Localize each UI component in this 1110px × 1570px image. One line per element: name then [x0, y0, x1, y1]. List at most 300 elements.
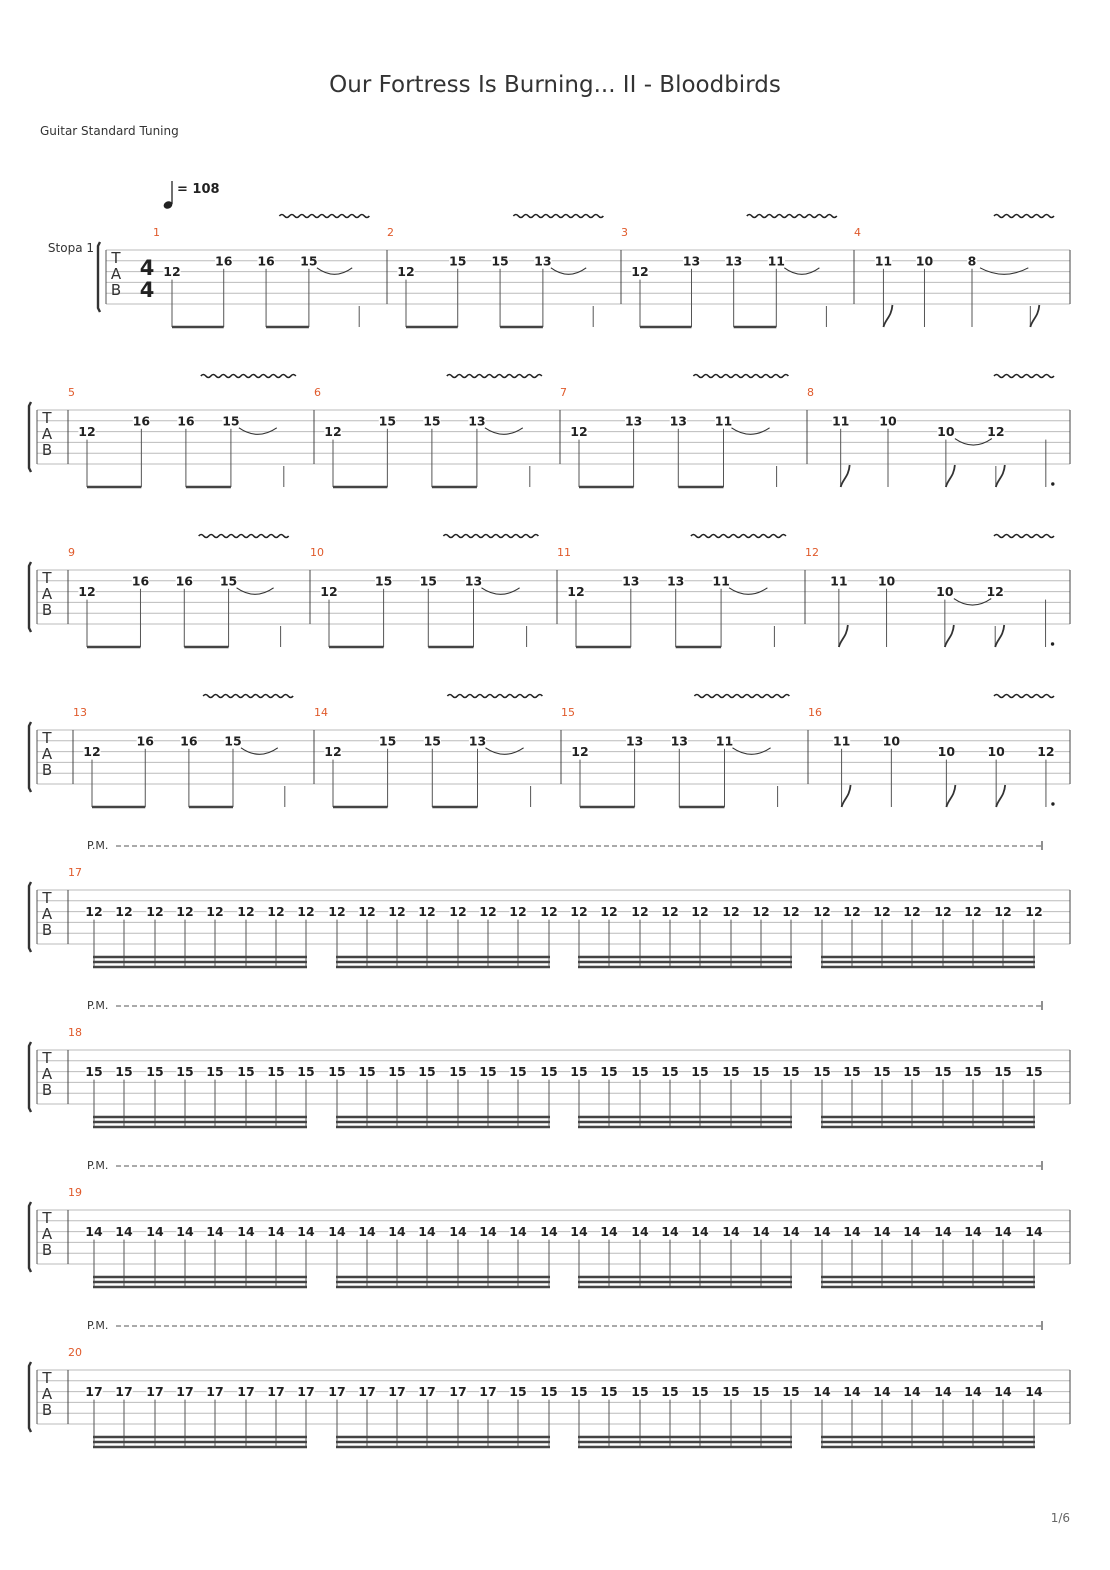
note-flag [841, 465, 850, 487]
fret-number: 14 [813, 1224, 831, 1240]
fret-number: 12 [237, 904, 255, 920]
fret-number: 12 [691, 904, 709, 920]
fret-number: 12 [782, 904, 800, 920]
measure-number: 4 [854, 226, 861, 239]
fret-number: 15 [267, 1064, 285, 1080]
measure-number: 14 [314, 706, 328, 719]
note-flag [996, 465, 1005, 487]
fret-number: 15 [964, 1064, 982, 1080]
fret-number: 15 [600, 1064, 618, 1080]
fret-number: 14 [964, 1224, 982, 1240]
fret-number: 12 [1037, 744, 1055, 760]
tab-clef-letter: T [42, 1209, 52, 1227]
fret-number: 13 [534, 253, 552, 269]
tie-slur [551, 268, 586, 275]
fret-number: 14 [388, 1224, 406, 1240]
palm-mute-label: P.M. [87, 999, 109, 1012]
tab-clef-letter: B [41, 601, 53, 619]
fret-number: 12 [570, 904, 588, 920]
fret-number: 15 [934, 1064, 952, 1080]
fret-number: 13 [624, 413, 643, 429]
tie-slur [731, 428, 769, 435]
fret-number: 12 [570, 424, 588, 440]
fret-number: 14 [358, 1224, 376, 1240]
tab-clef-letter: T [42, 569, 52, 587]
note-flag [842, 785, 851, 807]
fret-number: 12 [78, 584, 96, 600]
fret-number: 15 [782, 1384, 800, 1400]
fret-number: 12 [722, 904, 740, 920]
fret-number: 12 [397, 264, 415, 280]
fret-number: 13 [682, 253, 701, 269]
fret-number: 17 [297, 1384, 315, 1400]
fret-number: 16 [257, 253, 275, 269]
fret-number: 15 [994, 1064, 1012, 1080]
measure-number: 16 [808, 706, 822, 719]
fret-number: 12 [324, 424, 342, 440]
fret-number: 14 [600, 1224, 618, 1240]
fret-number: 12 [903, 904, 921, 920]
vibrato-mark [443, 535, 538, 538]
vibrato-mark [747, 215, 837, 218]
vibrato-mark [279, 215, 369, 218]
fret-number: 10 [879, 413, 897, 429]
tab-clef-letter: T [42, 1049, 52, 1067]
tie-slur [955, 439, 992, 446]
fret-number: 11 [714, 413, 733, 429]
vibrato-mark [201, 375, 296, 378]
fret-number: 14 [994, 1224, 1012, 1240]
fret-number: 10 [877, 573, 896, 589]
measure-number: 6 [314, 386, 321, 399]
fret-number: 12 [358, 904, 376, 920]
tab-system [29, 1319, 1070, 1447]
fret-number: 15 [631, 1064, 649, 1080]
measure-number: 7 [560, 386, 567, 399]
tie-slur [485, 428, 523, 435]
fret-number: 16 [215, 253, 233, 269]
fret-number: 12 [987, 424, 1005, 440]
note-flag [883, 305, 892, 327]
fret-number: 15 [691, 1064, 709, 1080]
fret-number: 14 [964, 1384, 982, 1400]
fret-number: 15 [570, 1064, 588, 1080]
vibrato-mark [994, 535, 1054, 538]
fret-number: 15 [509, 1064, 527, 1080]
tab-clef-letter: T [111, 249, 121, 267]
fret-number: 12 [661, 904, 679, 920]
fret-number: 12 [267, 904, 285, 920]
fret-number: 12 [115, 904, 133, 920]
fret-number: 12 [631, 904, 649, 920]
measure-number: 20 [68, 1346, 82, 1359]
fret-number: 15 [206, 1064, 224, 1080]
tab-clef-letter: B [41, 441, 53, 459]
tie-slur [980, 268, 1028, 275]
tab-system [48, 215, 1070, 328]
fret-number: 15 [328, 1064, 346, 1080]
fret-number: 14 [752, 1224, 770, 1240]
palm-mute-label: P.M. [87, 1319, 109, 1332]
fret-number: 12 [479, 904, 497, 920]
fret-number: 15 [722, 1384, 740, 1400]
fret-number: 12 [83, 744, 101, 760]
fret-number: 11 [712, 573, 730, 589]
fret-number: 15 [418, 1064, 436, 1080]
tie-slur [317, 268, 352, 275]
tab-clef-letter: A [41, 425, 53, 443]
fret-number: 12 [994, 904, 1012, 920]
system-bracket [29, 722, 31, 792]
fret-number: 15 [85, 1064, 103, 1080]
tab-clef-letter: B [41, 1401, 53, 1419]
fret-number: 13 [464, 573, 483, 589]
fret-number: 15 [570, 1384, 588, 1400]
tab-system [29, 839, 1070, 967]
fret-number: 15 [176, 1064, 194, 1080]
fret-number: 15 [423, 413, 441, 429]
fret-number: 14 [691, 1224, 709, 1240]
fret-number: 11 [831, 413, 850, 429]
tab-clef-letter: B [41, 1241, 53, 1259]
note-flag [995, 625, 1004, 647]
system-bracket [29, 1042, 31, 1112]
tie-slur [784, 268, 819, 275]
fret-number: 10 [882, 733, 901, 749]
dotted-note-dot [1051, 802, 1054, 805]
fret-number: 15 [219, 573, 238, 589]
fret-number: 15 [378, 733, 397, 749]
fret-number: 12 [418, 904, 436, 920]
page-number: 1/6 [1050, 1511, 1070, 1525]
tie-slur [237, 588, 274, 595]
fret-number: 14 [570, 1224, 588, 1240]
fret-number: 12 [752, 904, 770, 920]
fret-number: 15 [358, 1064, 376, 1080]
fret-number: 14 [934, 1224, 952, 1240]
system-bracket [98, 242, 100, 312]
fret-number: 14 [115, 1224, 133, 1240]
fret-number: 11 [715, 733, 734, 749]
tab-clef-letter: B [41, 1081, 53, 1099]
fret-number: 14 [843, 1224, 861, 1240]
system-bracket [29, 402, 31, 472]
fret-number: 15 [540, 1384, 558, 1400]
tab-clef-letter: B [41, 921, 53, 939]
tab-clef-letter: A [41, 1225, 53, 1243]
fret-number: 15 [752, 1064, 770, 1080]
fret-number: 17 [267, 1384, 285, 1400]
measure-number: 18 [68, 1026, 82, 1039]
fret-number: 12 [85, 904, 103, 920]
fret-number: 15 [300, 253, 318, 269]
fret-number: 16 [175, 573, 193, 589]
fret-number: 13 [622, 573, 640, 589]
tie-slur [481, 588, 519, 595]
system-bracket [29, 562, 31, 632]
fret-number: 15 [782, 1064, 800, 1080]
fret-number: 15 [661, 1064, 679, 1080]
fret-number: 11 [767, 253, 786, 269]
fret-number: 17 [449, 1384, 467, 1400]
song-title: Our Fortress Is Burning... II - Bloodbirds [329, 72, 781, 98]
fret-number: 14 [903, 1384, 921, 1400]
tempo-value: = 108 [177, 182, 220, 197]
vibrato-mark [203, 695, 293, 698]
track-name: Stopa 1 [47, 241, 94, 255]
tab-clef-letter: T [42, 409, 52, 427]
tie-slur [241, 748, 278, 755]
tab-clef-letter: A [41, 1385, 53, 1403]
fret-number: 14 [934, 1384, 952, 1400]
fret-number: 15 [449, 253, 467, 269]
note-flag [1030, 305, 1039, 327]
tie-slur [485, 748, 523, 755]
dotted-note-dot [1051, 642, 1054, 645]
note-flag [946, 785, 955, 807]
fret-number: 12 [571, 744, 589, 760]
fret-number: 12 [631, 264, 649, 280]
fret-number: 16 [180, 733, 198, 749]
fret-number: 15 [691, 1384, 709, 1400]
fret-number: 12 [1025, 904, 1043, 920]
fret-number: 14 [722, 1224, 740, 1240]
tuning-label: Guitar Standard Tuning [40, 124, 179, 138]
system-bracket [29, 882, 31, 952]
measure-number: 19 [68, 1186, 82, 1199]
measure-number: 9 [68, 546, 75, 559]
palm-mute-label: P.M. [87, 839, 109, 852]
fret-number: 15 [374, 573, 393, 589]
fret-number: 14 [1025, 1224, 1043, 1240]
fret-number: 15 [297, 1064, 315, 1080]
fret-number: 13 [625, 733, 644, 749]
tab-system [29, 695, 1070, 808]
vibrato-mark [994, 215, 1054, 218]
fret-number: 15 [419, 573, 437, 589]
fret-number: 15 [600, 1384, 618, 1400]
fret-number: 14 [843, 1384, 861, 1400]
fret-number: 12 [843, 904, 861, 920]
tab-clef-letter: T [42, 1369, 52, 1387]
note-flag [996, 785, 1005, 807]
note-flag [839, 625, 848, 647]
fret-number: 15 [388, 1064, 406, 1080]
fret-number: 14 [994, 1384, 1012, 1400]
fret-number: 12 [146, 904, 164, 920]
fret-number: 12 [964, 904, 982, 920]
fret-number: 14 [176, 1224, 194, 1240]
fret-number: 14 [782, 1224, 800, 1240]
fret-number: 14 [873, 1224, 891, 1240]
fret-number: 15 [449, 1064, 467, 1080]
fret-number: 12 [813, 904, 831, 920]
fret-number: 14 [479, 1224, 497, 1240]
fret-number: 16 [177, 413, 195, 429]
fret-number: 12 [600, 904, 618, 920]
tie-slur [954, 599, 991, 606]
fret-number: 16 [132, 413, 151, 429]
fret-number: 10 [937, 744, 956, 760]
fret-number: 17 [237, 1384, 255, 1400]
tab-clef-letter: B [110, 281, 122, 299]
fret-number: 12 [206, 904, 224, 920]
fret-number: 15 [224, 733, 242, 749]
fret-number: 14 [146, 1224, 164, 1240]
fret-number: 15 [661, 1384, 679, 1400]
fret-number: 12 [540, 904, 558, 920]
tab-clef-letter: A [110, 265, 122, 283]
fret-number: 12 [78, 424, 96, 440]
fret-number: 14 [1025, 1384, 1043, 1400]
fret-number: 15 [378, 413, 397, 429]
fret-number: 15 [237, 1064, 255, 1080]
fret-number: 15 [146, 1064, 164, 1080]
tab-clef-letter: T [42, 729, 52, 747]
vibrato-mark [693, 375, 788, 378]
fret-number: 14 [540, 1224, 558, 1240]
fret-number: 14 [267, 1224, 285, 1240]
fret-number: 12 [567, 584, 585, 600]
fret-number: 16 [131, 573, 150, 589]
fret-number: 15 [843, 1064, 861, 1080]
tab-clef-letter: A [41, 905, 53, 923]
vibrato-mark [447, 695, 542, 698]
fret-number: 12 [163, 264, 181, 280]
fret-number: 13 [666, 573, 685, 589]
fret-number: 17 [388, 1384, 406, 1400]
fret-number: 17 [418, 1384, 436, 1400]
fret-number: 15 [491, 253, 509, 269]
fret-number: 14 [418, 1224, 436, 1240]
fret-number: 13 [724, 253, 743, 269]
measure-number: 11 [557, 546, 571, 559]
fret-number: 14 [85, 1224, 103, 1240]
measure-number: 10 [310, 546, 324, 559]
tab-system [29, 999, 1070, 1127]
fret-number: 17 [115, 1384, 133, 1400]
fret-number: 14 [449, 1224, 467, 1240]
fret-number: 12 [388, 904, 406, 920]
time-sig-bottom: 4 [139, 278, 155, 302]
time-sig-top: 4 [139, 256, 155, 280]
measure-number: 13 [73, 706, 87, 719]
vibrato-mark [691, 535, 786, 538]
system-bracket [29, 1202, 31, 1272]
tie-slur [239, 428, 277, 435]
fret-number: 14 [903, 1224, 921, 1240]
fret-number: 17 [146, 1384, 164, 1400]
fret-number: 12 [449, 904, 467, 920]
fret-number: 14 [813, 1384, 831, 1400]
fret-number: 12 [509, 904, 527, 920]
vibrato-mark [513, 215, 603, 218]
fret-number: 8 [967, 253, 977, 269]
vibrato-mark [994, 695, 1054, 698]
note-flag [945, 625, 954, 647]
fret-number: 12 [986, 584, 1004, 600]
measure-number: 8 [807, 386, 814, 399]
fret-number: 15 [540, 1064, 558, 1080]
fret-number: 13 [669, 413, 687, 429]
fret-number: 14 [661, 1224, 679, 1240]
vibrato-mark [694, 695, 789, 698]
fret-number: 15 [115, 1064, 133, 1080]
fret-number: 11 [874, 253, 893, 269]
fret-number: 17 [176, 1384, 194, 1400]
fret-number: 14 [328, 1224, 346, 1240]
fret-number: 13 [468, 413, 486, 429]
fret-number: 14 [631, 1224, 649, 1240]
fret-number: 15 [423, 733, 441, 749]
fret-number: 15 [222, 413, 240, 429]
fret-number: 17 [479, 1384, 497, 1400]
fret-number: 15 [722, 1064, 740, 1080]
measure-number: 2 [387, 226, 394, 239]
tab-clef-letter: A [41, 585, 53, 603]
fret-number: 15 [903, 1064, 921, 1080]
measure-number: 3 [621, 226, 628, 239]
fret-number: 12 [320, 584, 338, 600]
fret-number: 17 [328, 1384, 346, 1400]
vibrato-mark [994, 375, 1054, 378]
fret-number: 14 [297, 1224, 315, 1240]
fret-number: 16 [136, 733, 154, 749]
palm-mute-label: P.M. [87, 1159, 109, 1172]
measure-number: 1 [153, 226, 160, 239]
fret-number: 11 [830, 573, 848, 589]
dotted-note-dot [1051, 482, 1054, 485]
fret-number: 15 [1025, 1064, 1043, 1080]
tab-system [29, 375, 1070, 488]
fret-number: 10 [936, 584, 954, 600]
fret-number: 10 [987, 744, 1005, 760]
tie-slur [732, 748, 770, 755]
system-bracket [29, 1362, 31, 1432]
fret-number: 13 [468, 733, 487, 749]
fret-number: 14 [237, 1224, 255, 1240]
vibrato-mark [447, 375, 542, 378]
fret-number: 15 [873, 1064, 891, 1080]
tab-clef-letter: A [41, 745, 53, 763]
fret-number: 12 [934, 904, 952, 920]
fret-number: 10 [915, 253, 934, 269]
fret-number: 15 [479, 1064, 497, 1080]
measure-number: 15 [561, 706, 575, 719]
tab-clef-letter: B [41, 761, 53, 779]
fret-number: 17 [85, 1384, 103, 1400]
tab-clef-letter: A [41, 1065, 53, 1083]
fret-number: 17 [206, 1384, 224, 1400]
fret-number: 12 [328, 904, 346, 920]
measure-number: 17 [68, 866, 82, 879]
measure-number: 5 [68, 386, 75, 399]
fret-number: 12 [176, 904, 194, 920]
fret-number: 13 [670, 733, 688, 749]
fret-number: 14 [206, 1224, 224, 1240]
measure-number: 12 [805, 546, 819, 559]
note-flag [946, 465, 955, 487]
tie-slur [729, 588, 767, 595]
fret-number: 12 [324, 744, 342, 760]
fret-number: 12 [297, 904, 315, 920]
vibrato-mark [199, 535, 289, 538]
fret-number: 17 [358, 1384, 376, 1400]
fret-number: 11 [832, 733, 851, 749]
tab-system [29, 535, 1070, 648]
fret-number: 10 [937, 424, 955, 440]
fret-number: 15 [813, 1064, 831, 1080]
